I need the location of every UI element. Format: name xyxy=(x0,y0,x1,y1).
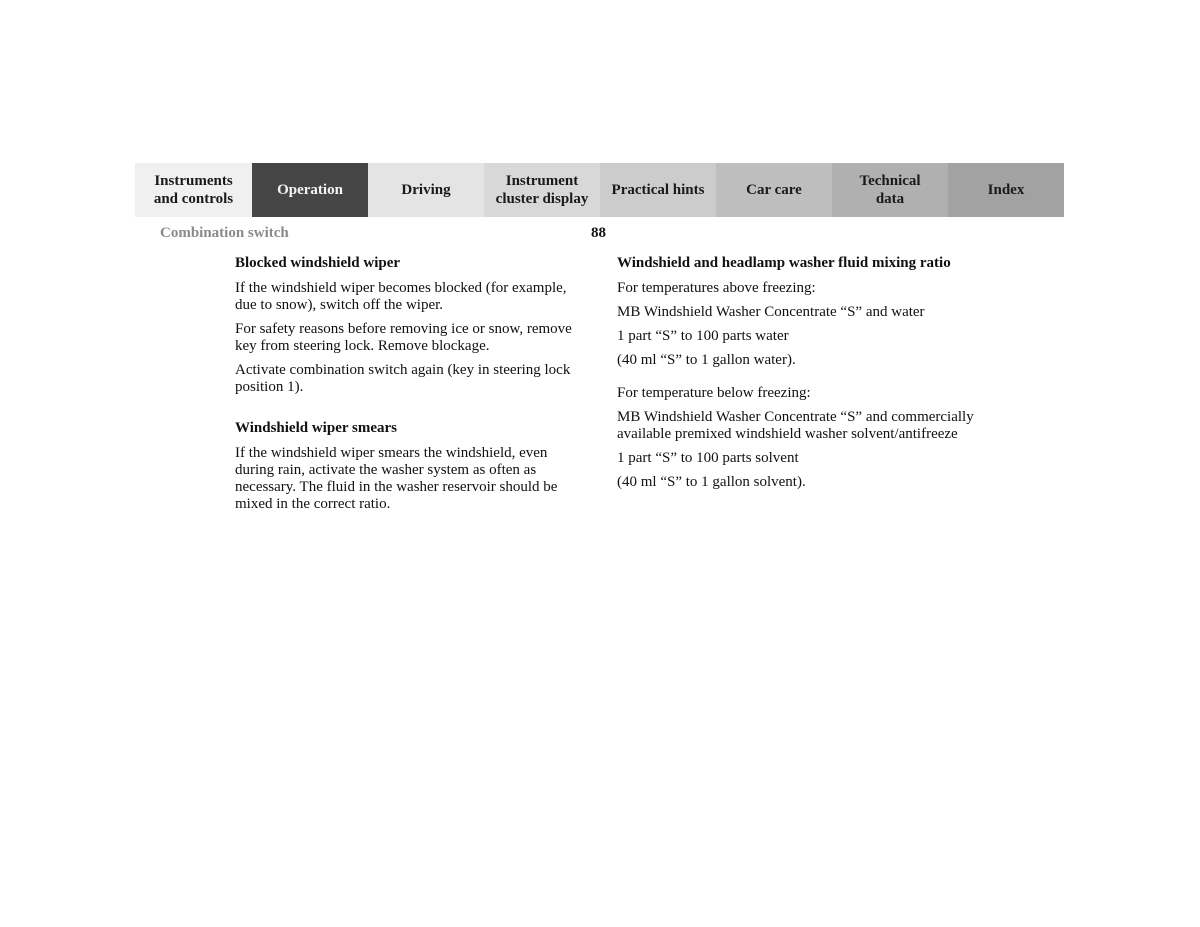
paragraph: (40 ml “S” to 1 gallon solvent). xyxy=(617,474,806,490)
paragraph: If the windshield wiper becomes blocked (for example, due to snow), switch off the wiper. xyxy=(235,280,567,313)
paragraph: MB Windshield Washer Concentrate “S” and water xyxy=(617,304,925,320)
paragraph: For temperature below freezing: xyxy=(617,385,811,401)
tab-driving[interactable]: Driving xyxy=(368,163,484,217)
tab-instrument-cluster-display[interactable]: Instrument cluster display xyxy=(484,163,600,217)
left-column xyxy=(235,254,585,520)
page-number: 88 xyxy=(591,225,606,241)
paragraph: 1 part “S” to 100 parts solvent xyxy=(617,450,799,466)
tab-practical-hints[interactable]: Practical hints xyxy=(600,163,716,217)
paragraph: Activate combination switch again (key in steering lock position 1). xyxy=(235,362,571,395)
right-column xyxy=(617,254,977,498)
spacer xyxy=(617,376,977,385)
paragraph: For temperatures above freezing: xyxy=(617,280,816,296)
tab-index[interactable]: Index xyxy=(948,163,1064,217)
tab-instruments-and-controls[interactable]: Instruments and controls xyxy=(135,163,252,217)
spacer xyxy=(235,403,585,419)
tab-technical-data[interactable]: Technical data xyxy=(832,163,948,217)
tab-car-care[interactable]: Car care xyxy=(716,163,832,217)
heading-blocked-wiper: Blocked windshield wiper xyxy=(235,255,401,271)
paragraph: (40 ml “S” to 1 gallon water). xyxy=(617,352,796,368)
paragraph: 1 part “S” to 100 parts water xyxy=(617,328,789,344)
chapter-tabs xyxy=(135,163,1064,217)
paragraph: For safety reasons before removing ice or snow, remove key from steering lock. Remove blockage. xyxy=(235,321,572,354)
tab-operation[interactable]: Operation xyxy=(252,163,368,217)
paragraph: If the windshield wiper smears the windshield, even during rain, activate the washer system as often as necessary. The fluid in the washer reservoir should be mixed in the correct ratio. xyxy=(235,445,558,512)
heading-mixing-ratio: Windshield and headlamp washer fluid mixing ratio xyxy=(617,255,951,271)
heading-wiper-smears: Windshield wiper smears xyxy=(235,420,397,436)
section-title: Combination switch xyxy=(160,225,289,241)
paragraph: MB Windshield Washer Concentrate “S” and commercially available premixed windshield washer solvent/antifreeze xyxy=(617,409,974,442)
